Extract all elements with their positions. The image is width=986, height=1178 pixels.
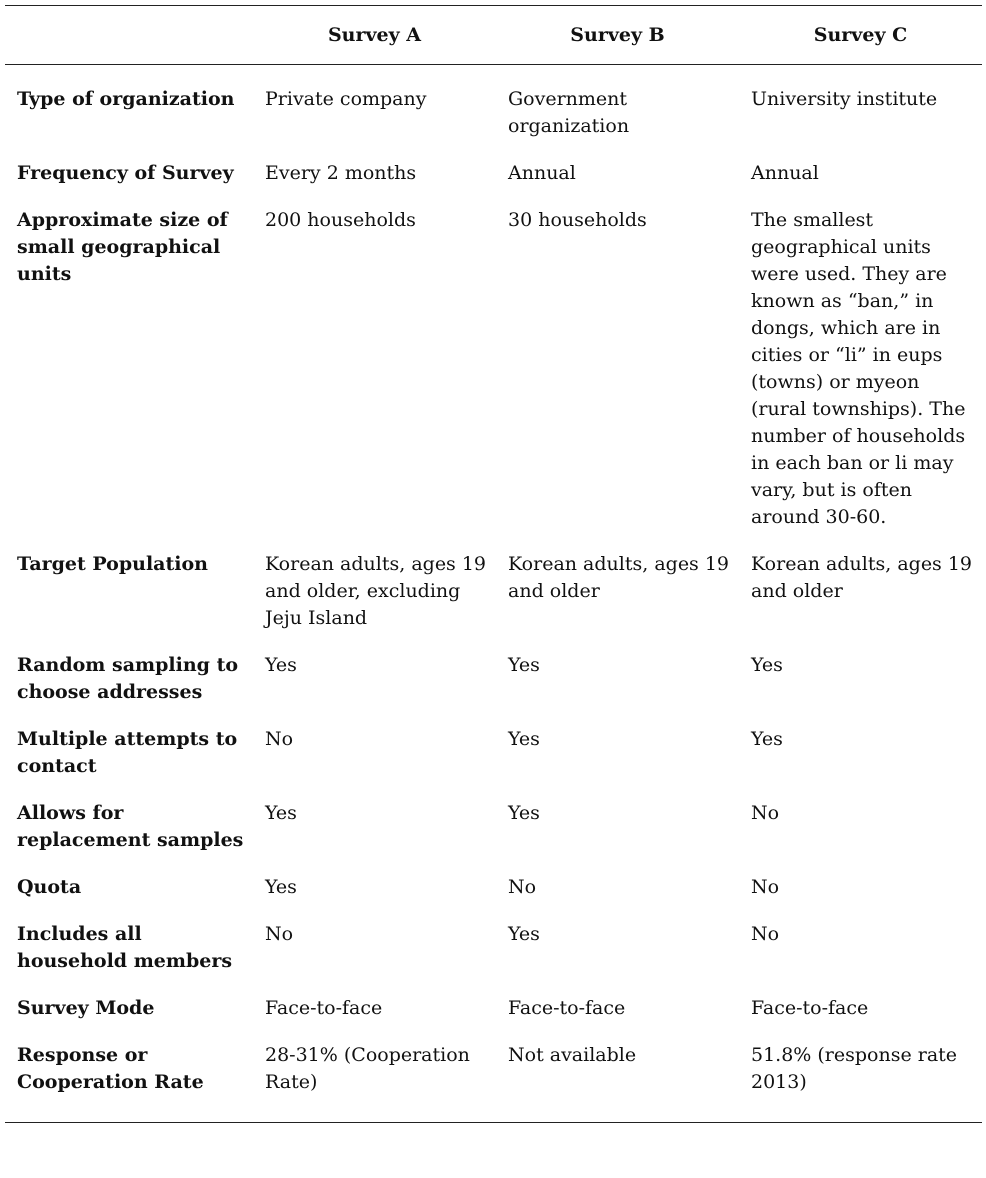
table-row [5, 800, 982, 874]
row-label: Includes all household members [17, 923, 233, 972]
cell-survey-a: Yes [265, 876, 297, 898]
row-label: Survey Mode [17, 997, 155, 1019]
header-empty-cell [5, 6, 253, 65]
row-label: Frequency of Survey [17, 162, 234, 184]
cell-survey-a: Korean adults, ages 19 and older, excluding Jeju Island [265, 553, 487, 629]
cell-survey-c: Yes [751, 728, 783, 750]
cell-survey-a: No [265, 923, 294, 945]
row-label: Type of organization [17, 88, 235, 110]
cell-survey-b: Korean adults, ages 19 and older [508, 553, 730, 602]
table-row [5, 1042, 982, 1123]
cell-survey-c: Face-to-face [751, 997, 869, 1019]
header-row [5, 6, 982, 65]
table-row [5, 652, 982, 726]
cell-survey-c: University institute [751, 88, 938, 110]
table-body [5, 65, 982, 1123]
cell-survey-a: 200 households [265, 209, 416, 231]
cell-survey-c: Yes [751, 654, 783, 676]
cell-survey-c: Korean adults, ages 19 and older [751, 553, 973, 602]
row-label: Approximate size of small geographical units [17, 209, 228, 285]
row-label: Random sampling to choose addresses [17, 654, 239, 703]
table-row [5, 874, 982, 921]
row-label: Response or Cooperation Rate [17, 1044, 204, 1093]
cell-survey-a: Yes [265, 654, 297, 676]
table-row [5, 995, 982, 1042]
cell-survey-b: 30 households [508, 209, 647, 231]
cell-survey-b: Annual [508, 162, 576, 184]
header-survey-a: Survey A [327, 23, 422, 46]
table-row [5, 551, 982, 652]
survey-comparison-table [5, 5, 982, 1123]
cell-survey-b: Not available [508, 1044, 637, 1066]
cell-survey-c: Annual [751, 162, 819, 184]
cell-survey-a: Private company [265, 88, 427, 110]
cell-survey-b: Face-to-face [508, 997, 626, 1019]
table-row [5, 726, 982, 800]
cell-survey-c: No [751, 876, 780, 898]
table-header [5, 6, 982, 65]
cell-survey-a: Every 2 months [265, 162, 417, 184]
cell-survey-b: Yes [508, 802, 540, 824]
cell-survey-b: Yes [508, 654, 540, 676]
row-label: Target Population [17, 553, 208, 575]
cell-survey-b: Yes [508, 923, 540, 945]
header-survey-c: Survey C [813, 23, 908, 46]
table-row [5, 160, 982, 207]
cell-survey-a: No [265, 728, 294, 750]
table-row [5, 65, 982, 161]
cell-survey-a: Face-to-face [265, 997, 383, 1019]
header-survey-b: Survey B [570, 23, 665, 46]
table-row [5, 207, 982, 551]
row-label: Allows for replacement samples [17, 802, 244, 851]
cell-survey-c: The smallest geographical units were used. They are known as “ban,” in dongs, which are in cities or “li” in eups (towns) or myeon (rural townships). The number of households in each ban or li may vary, but is often around 30-60. [751, 209, 966, 528]
row-label: Quota [17, 876, 82, 898]
cell-survey-b: Government organization [508, 88, 630, 137]
cell-survey-a: 28-31% (Cooperation Rate) [265, 1044, 470, 1093]
survey-comparison-table-wrapper [5, 5, 982, 1123]
cell-survey-c: No [751, 802, 780, 824]
table-row [5, 921, 982, 995]
cell-survey-c: No [751, 923, 780, 945]
cell-survey-b: Yes [508, 728, 540, 750]
cell-survey-c: 51.8% (response rate 2013) [751, 1044, 958, 1093]
row-label: Multiple attempts to contact [17, 728, 238, 777]
cell-survey-a: Yes [265, 802, 297, 824]
cell-survey-b: No [508, 876, 537, 898]
